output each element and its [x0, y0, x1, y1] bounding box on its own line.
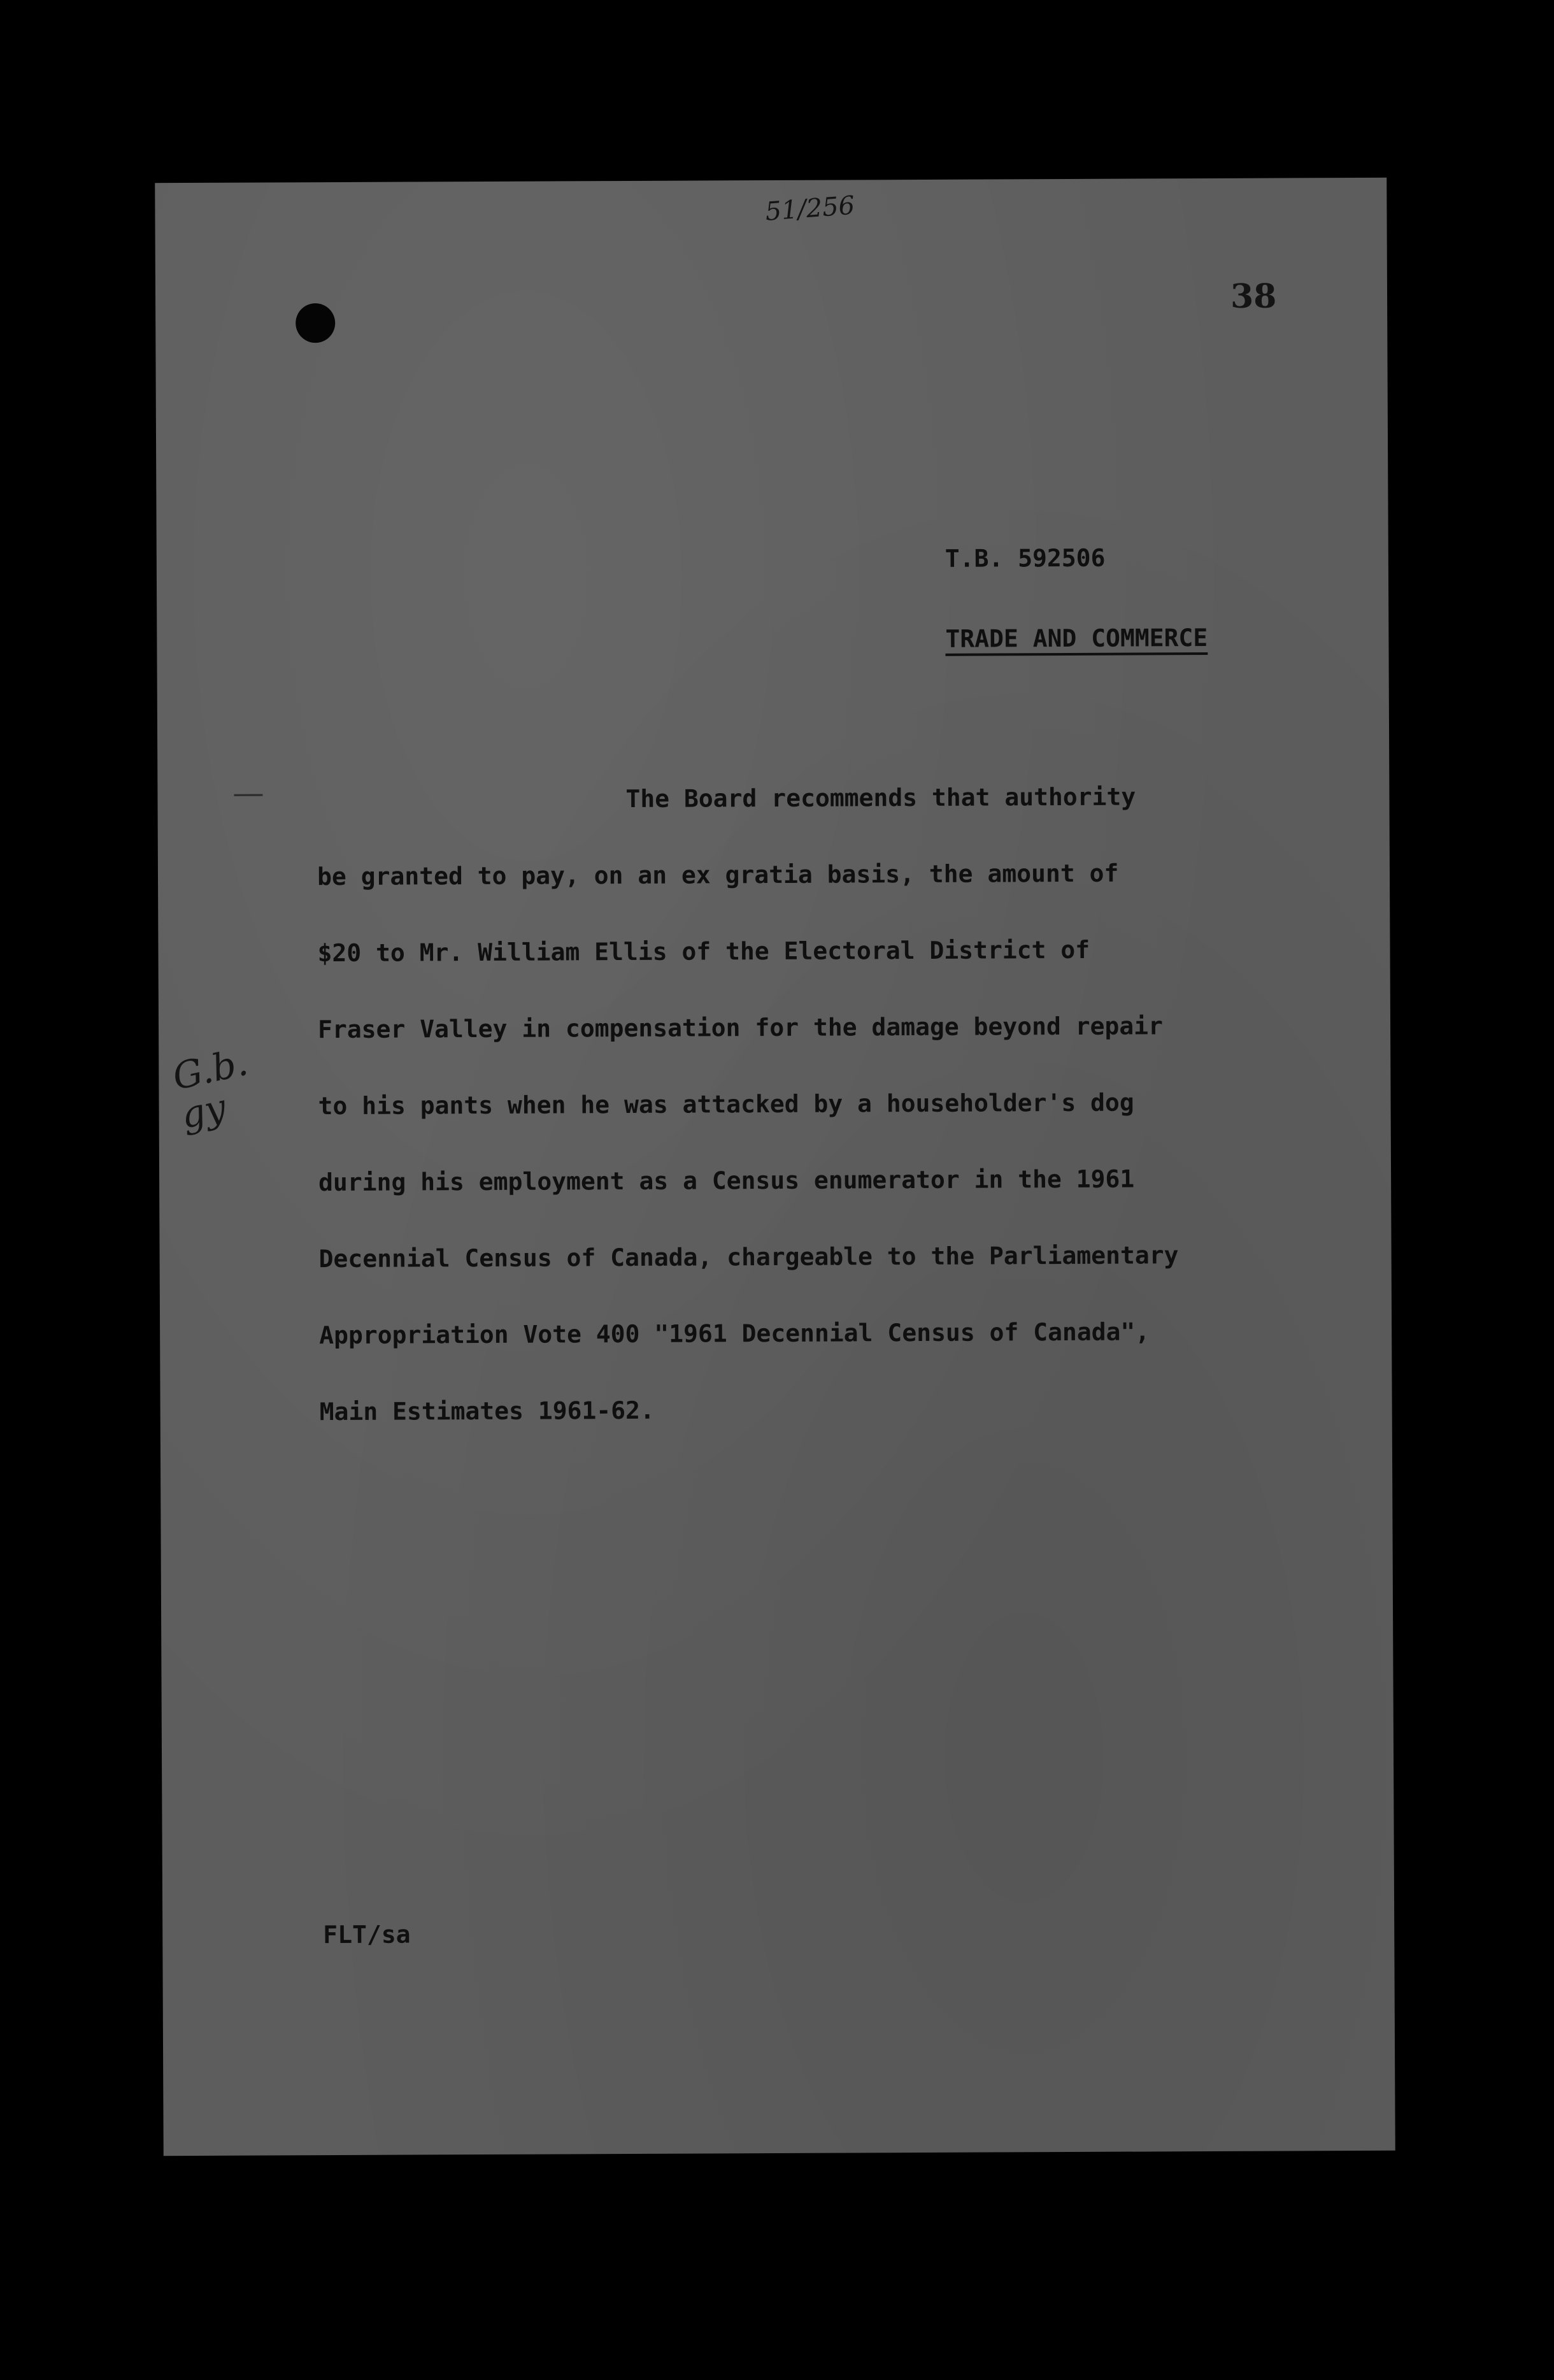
body-line: Appropriation Vote 400 "1961 Decennial Census of Canada",: [319, 1317, 1150, 1350]
punch-hole: [296, 303, 335, 343]
margin-mark: [234, 794, 262, 796]
body-line: $20 to Mr. William Ellis of the Electoral District of: [317, 935, 1090, 968]
body-line: to his pants when he was attacked by a householder's dog: [318, 1088, 1134, 1121]
document-page: [155, 178, 1395, 2156]
body-line: during his employment as a Census enumerator in the 1961: [318, 1165, 1135, 1197]
handwritten-file-reference: 51/256: [764, 190, 856, 227]
body-line: Fraser Valley in compensation for the damage beyond repair: [317, 1012, 1164, 1044]
treasury-board-number: T.B. 592506: [945, 543, 1106, 573]
body-line: Main Estimates 1961-62.: [319, 1396, 655, 1426]
page-number: 38: [1230, 276, 1277, 316]
handwritten-margin-note: [169, 1042, 260, 1135]
department-heading: TRADE AND COMMERCE: [945, 624, 1208, 653]
recommendation-text: [317, 777, 1180, 1469]
margin-note-line: G.b.: [169, 1040, 252, 1099]
body-line: The Board recommends that authority: [625, 782, 1136, 814]
typist-initials: FLT/sa: [323, 1920, 411, 1949]
margin-note-line: gy: [177, 1085, 230, 1137]
body-line: be granted to pay, on an ex gratia basis, the amount of: [317, 859, 1119, 891]
body-line: Decennial Census of Canada, chargeable to the Parliamentary: [318, 1241, 1179, 1273]
